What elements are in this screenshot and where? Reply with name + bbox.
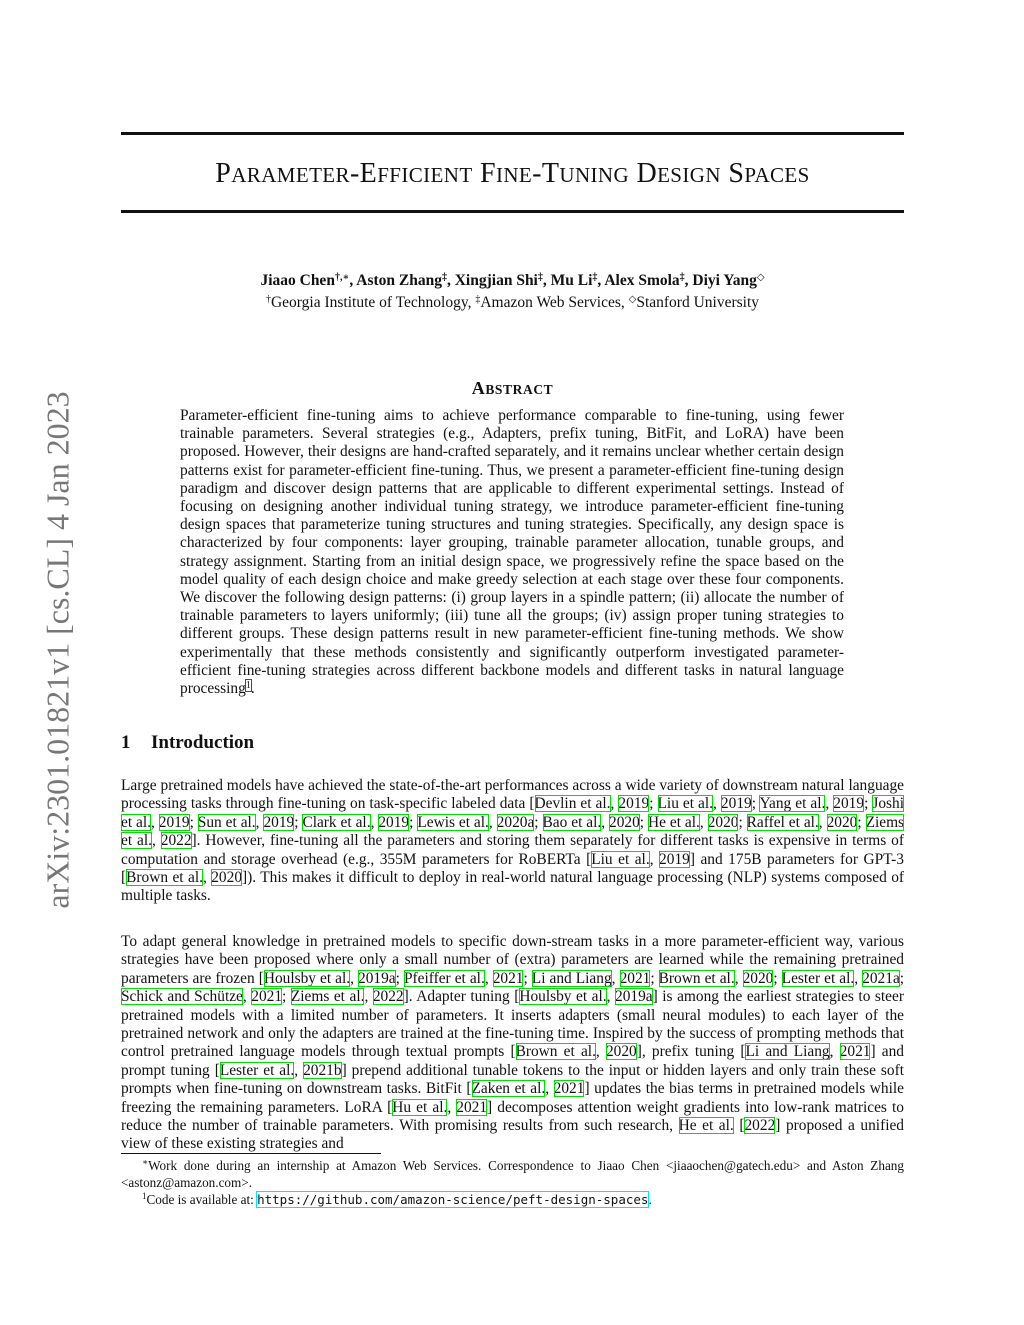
arxiv-identifier: arXiv:2301.01821v1 [cs.CL] 4 Jan 2023 — [39, 391, 76, 909]
citation-link[interactable]: He et al. — [648, 813, 700, 831]
citation-link[interactable]: Brown et al. — [126, 869, 203, 887]
citation-link[interactable]: Raffel et al. — [746, 813, 819, 831]
section-heading-introduction: 1 Introduction — [121, 732, 255, 753]
citation-link[interactable]: Lester et al. — [219, 1061, 295, 1079]
citation-link[interactable]: 2019a — [358, 969, 396, 987]
footnote-link-1[interactable]: 1 — [245, 680, 251, 692]
citation-link[interactable]: 2020 — [605, 1043, 637, 1061]
citation-link[interactable]: 2019a — [615, 988, 653, 1006]
citation-link[interactable]: 2021 — [839, 1043, 871, 1061]
citation-link[interactable]: 2022 — [372, 988, 404, 1006]
abstract-body: Parameter-efficient fine-tuning aims to achieve performance comparable to fine-tuning, using fewer trainable parameters. Several strategies (e.g., Adapters, prefix tuning, BitFit, and LoRA) have been proposed. However, their designs are hand-crafted separately, and it remains unclear whether certain design patterns exist for parameter-efficient fine-tuning. Thus, we present a parameter-efficient fine-tuning design paradigm and discover design patterns that are applicable to different experimental settings. Instead of focusing on designing another individual tuning strategy, we introduce parameter-efficient fine-tuning design spaces that parameterize tuning structures and tuning strategies. Specifically, any design space is characterized by four components: layer grouping, trainable parameter allocation, tunable groups, and strategy assignment. Starting from an initial design space, we progressively refine the space based on the model quality of each design choice and make greedy selection at each stage over these four components. We discover the following design patterns: (i) group layers in a spindle pattern; (ii) allocate the number of trainable parameters to layers uniformly; (iii) tune all the groups; (iv) assign proper tuning strategies to different groups. These design patterns result in new parameter-efficient fine-tuning methods. We show experimentally that these methods consistently and significantly outperform investigated parameter-efficient fine-tuning strategies across different backbone models and different tasks in natural language processing$^1$. — [180, 407, 844, 698]
citation-link[interactable]: 2021a — [862, 969, 900, 987]
citation-link[interactable]: Clark et al. — [302, 813, 371, 831]
author-list: Jiaao Chen†,∗, Aston Zhang‡, Xingjian Shi‡, Mu Li‡, Alex Smola‡, Diyi Yang◇ — [260, 272, 765, 289]
citation-link[interactable]: 2019 — [378, 813, 410, 831]
citation-link[interactable]: 2020 — [826, 813, 858, 831]
citation-link[interactable]: Lewis et al. — [417, 813, 489, 831]
citation-link[interactable]: Li and Liang — [531, 969, 612, 987]
citation-link[interactable]: Yang et al. — [759, 795, 826, 813]
citation-link[interactable]: Houlsby et al. — [519, 988, 607, 1006]
citation-link[interactable]: Pfeiffer et al. — [403, 969, 485, 987]
citation-link[interactable]: Lester et al. — [781, 969, 855, 987]
citation-link[interactable]: Schick and Schütze — [121, 988, 243, 1006]
citation-link[interactable]: 2021b — [303, 1061, 342, 1079]
citation-link[interactable]: 2019 — [833, 795, 865, 813]
footnote-rule — [121, 1153, 381, 1154]
citation-link[interactable]: 2020a — [496, 813, 535, 831]
citation-link[interactable]: Brown et al. — [658, 969, 735, 987]
intro-paragraph-2: To adapt general knowledge in pretrained models to specific down-stream tasks in a more parameter-efficient way, various strategies have been proposed where only a small number of (extra) parameters are learned while the remaining pretrained parameters are frozen [Houlsby et al., 2019a; Pfeiffer et al., 2021; Li and Liang, 2021; Brown et al., 2020; Lester et al., 2021a; Schick and Schütze, 2021; Ziems et al., 2022]. Adapter tuning [Houlsby et al., 2019a] is among the earliest strategies to steer pretrained models with a limited number of parameters. It inserts adapters (small neural modules) to each layer of the pretrained network and only the adapters are trained at the fine-tuning time. Inspired by the success of prompting methods that control pretrained language models through textual prompts [Brown et al., 2020], prefix tuning [Li and Liang, 2021] and prompt tuning [Lester et al., 2021b] prepend additional tunable tokens to the input or hidden layers and only train these soft prompts when fine-tuning on downstream tasks. BitFit [Zaken et al., 2021] updates the bias terms in pretrained models while freezing the remaining parameters. LoRA [Hu et al., 2021] decomposes attention weight gradients into low-rank matrices to reduce the number of trainable parameters. With promising results from such research, He et al. [2022] proposed a unified view of these existing strategies and — [121, 933, 905, 1153]
citation-link[interactable]: Bao et al. — [542, 813, 602, 831]
citation-link[interactable]: Joshi et al. — [121, 795, 905, 831]
intro-paragraph-1: Large pretrained models have achieved the state-of-the-art performances across a wide variety of downstream natural language processing tasks through fine-tuning on task-specific labeled data [Devlin et al., 2019; Liu et al., 2019; Yang et al., 2019; Joshi et al., 2019; Sun et al., 2019; Clark et al., 2019; Lewis et al., 2020a; Bao et al., 2020; He et al., 2020; Raffel et al., 2020; Ziems et al., 2022]. However, fine-tuning all the parameters and storing them separately for different tasks is expensive in terms of computation and storage overhead (e.g., 355M parameters for RoBERTa [Liu et al., 2019] and 175B parameters for GPT-3 [Brown et al., 2020]). This makes it difficult to deploy in real-world natural language processing (NLP) systems composed of multiple tasks. — [121, 777, 905, 905]
citation-link[interactable]: Hu et al. — [392, 1098, 448, 1116]
title-rule-bottom — [121, 210, 904, 213]
citation-link[interactable]: Liu et al. — [657, 795, 714, 813]
citation-link[interactable]: 2019 — [263, 813, 295, 831]
citation-link[interactable]: 2020 — [609, 813, 640, 831]
citation-link[interactable]: 2020 — [211, 869, 243, 887]
citation-link[interactable]: 2020 — [742, 969, 774, 987]
citation-link[interactable]: 2021 — [251, 988, 283, 1006]
citation-link[interactable]: Zaken et al. — [471, 1080, 546, 1098]
citation-link[interactable]: He et al. — [678, 1117, 734, 1135]
citation-link[interactable]: Brown et al. — [515, 1043, 596, 1061]
citation-link[interactable]: 2021 — [492, 969, 524, 987]
citation-link[interactable]: Liu et al. — [591, 850, 650, 868]
citation-link[interactable]: Houlsby et al. — [263, 969, 351, 987]
citation-link[interactable]: 2022 — [744, 1117, 776, 1135]
citation-link[interactable]: 2020 — [707, 813, 739, 831]
citation-link[interactable]: 2021 — [456, 1098, 488, 1116]
citation-link[interactable]: 2021 — [553, 1080, 585, 1098]
citation-link[interactable]: 2021 — [619, 969, 651, 987]
citation-link[interactable]: 2022 — [160, 832, 192, 850]
citation-link[interactable]: Devlin et al. — [534, 795, 611, 813]
citation-link[interactable]: 2019 — [158, 813, 190, 831]
footnote-code: $^1$Code is available at: https://github.com/amazon-science/peft-design-spaces. — [142, 1191, 652, 1207]
citation-link[interactable]: Ziems et al. — [121, 813, 905, 850]
abstract-heading: ABSTRACT — [471, 378, 554, 398]
citation-link[interactable]: 2019 — [720, 795, 752, 813]
code-url-link[interactable]: https://github.com/amazon-science/peft-design-spaces — [257, 1192, 649, 1207]
citation-link[interactable]: Sun et al. — [197, 813, 256, 831]
citation-link[interactable]: 2019 — [659, 850, 690, 868]
title-rule-top — [121, 132, 904, 135]
citation-link[interactable]: Ziems et al. — [290, 988, 365, 1006]
citation-link[interactable]: Li and Liang — [745, 1043, 830, 1061]
affiliations: †Georgia Institute of Technology, ‡Amazon Web Services, ◇Stanford University — [265, 294, 760, 311]
citation-link[interactable]: 2019 — [618, 795, 650, 813]
footnote-correspondence: ∗Work done during an internship at Amazon Web Services. Correspondence to Jiaao Chen <jiaaochen@gatech.edu> and Aston Zhang <astonz@amazon.com>. — [121, 1157, 904, 1190]
paper-title: PARAMETER-EFFICIENT FINE-TUNING DESIGN SPACES — [215, 158, 810, 189]
